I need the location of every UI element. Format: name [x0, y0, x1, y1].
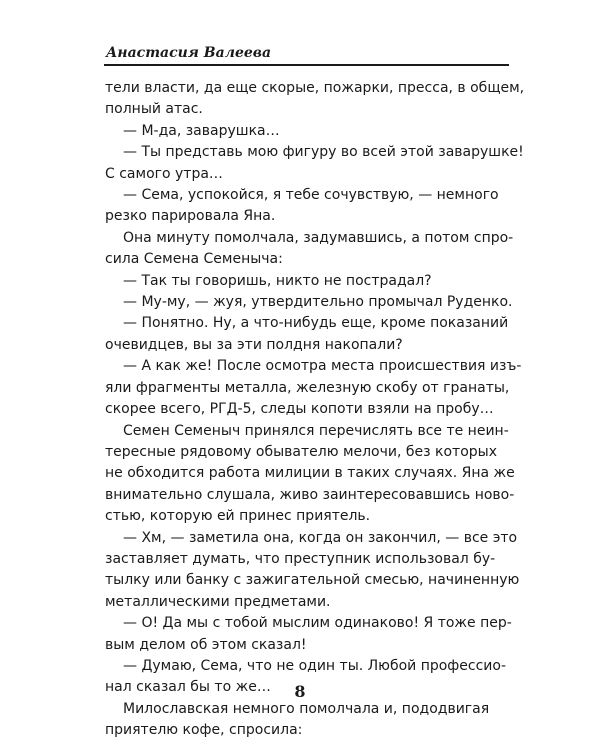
text-line: металлическими предметами. — [105, 593, 331, 610]
text-line: — О! Да мы с тобой мыслим одинаково! Я тоже пер- — [123, 615, 512, 632]
text-line: полный атас. — [105, 101, 203, 118]
text-line: Милославская немного помолчала и, пододвигая — [123, 700, 490, 717]
text-line: — А как же! После осмотра места происшествия изъ- — [123, 358, 522, 375]
text-line: скорее всего, РГД-5, следы копоти взяли на пробу… — [105, 401, 494, 418]
text-line: — Сема, успокойся, я тебе сочувствую, — немного — [123, 187, 499, 204]
text-line: резко парировала Яна. — [105, 208, 276, 225]
text-line: вым делом об этом сказал! — [105, 636, 307, 653]
text-line: Семен Семеныч принялся перечислять все те неин- — [123, 422, 509, 439]
text-line: приятелю кофе, спросила: — [105, 722, 303, 739]
text-line: нал сказал бы то же… — [105, 679, 271, 696]
text-line: сила Семена Семеныча: — [105, 251, 283, 268]
page-body-text — [105, 78, 525, 742]
text-line: — Понятно. Ну, а что-нибудь еще, кроме показаний — [123, 315, 509, 332]
text-line: — Думаю, Сема, что не один ты. Любой профессио- — [123, 657, 507, 674]
text-line: яли фрагменты металла, железную скобу от гранаты, — [105, 379, 510, 396]
text-line: — Му-му, — жуя, утвердительно промычал Руденко. — [123, 294, 513, 311]
text-line: — М-да, заварушка… — [123, 122, 280, 139]
text-line: тылку или банку с зажигательной смесью, начиненную — [105, 572, 520, 589]
text-line: стью, которую ей принес приятель. — [105, 508, 371, 525]
text-line: — Ты представь мою фигуру во всей этой заварушке! — [123, 144, 524, 161]
page-number: 8 — [294, 682, 306, 701]
running-header-author: Анастасия Валеева — [106, 45, 272, 61]
text-line: С самого утра… — [105, 165, 223, 182]
text-line: внимательно слушала, живо заинтересовавшись ново- — [105, 486, 515, 503]
text-line: тересные рядовому обывателю мелочи, без которых — [105, 443, 498, 460]
text-line: заставляет думать, что преступник использовал бу- — [105, 550, 496, 567]
header-rule — [104, 64, 509, 66]
text-line: Она минуту помолчала, задумавшись, а потом спро- — [123, 229, 514, 246]
text-line: тели власти, да еще скорые, пожарки, пресса, в общем, — [105, 80, 525, 96]
text-line: очевидцев, вы за эти полдня накопали? — [105, 336, 403, 353]
text-line: — Хм, — заметила она, когда он закончил, — все это — [123, 529, 518, 546]
text-line: — Так ты говоришь, никто не пострадал? — [123, 272, 432, 289]
text-line: не обходится работа милиции в таких случаях. Яна же — [105, 465, 515, 482]
